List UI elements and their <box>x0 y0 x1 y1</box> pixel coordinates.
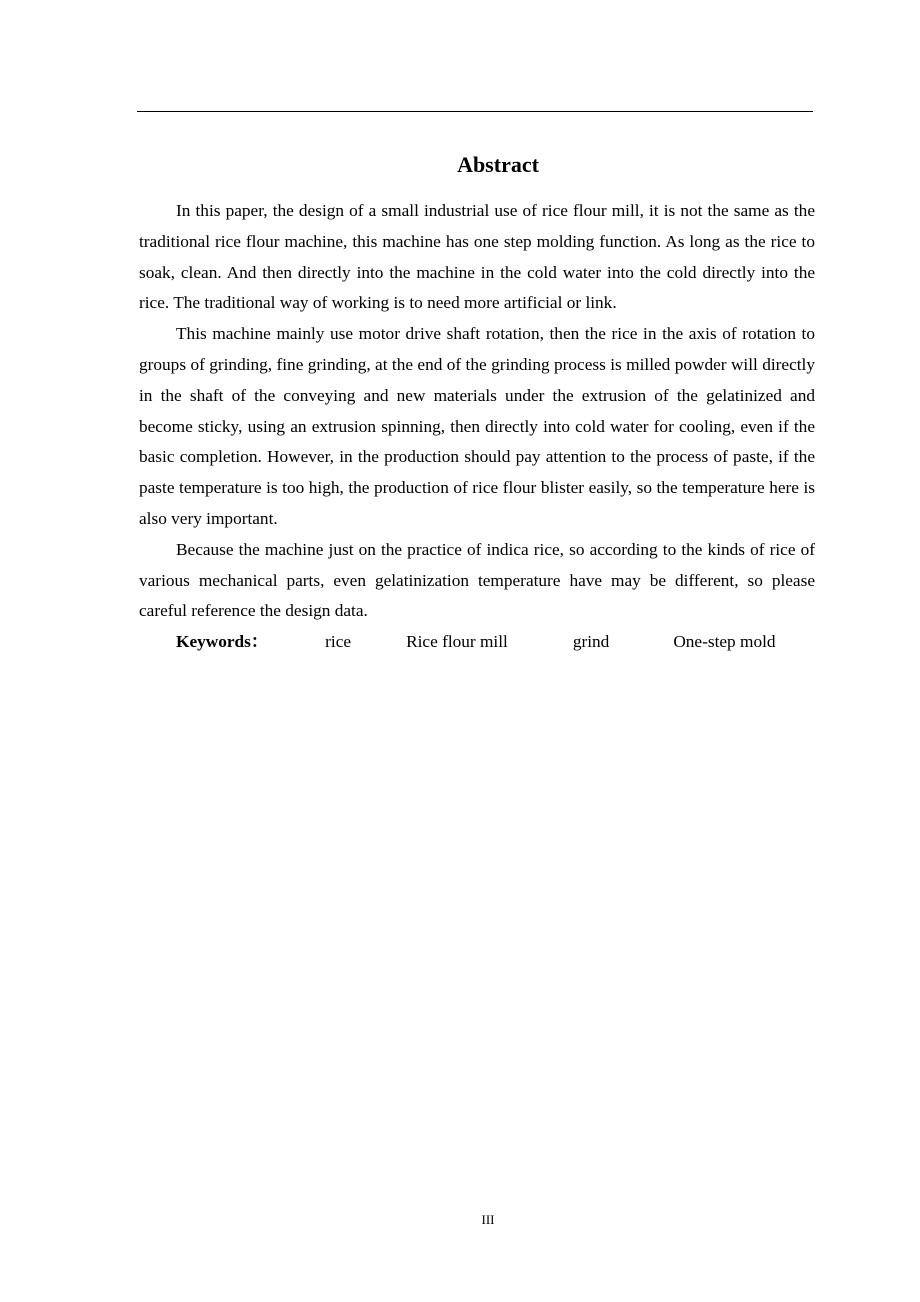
keywords-label: Keywords： <box>176 632 269 652</box>
keyword-item: grind <box>572 632 610 652</box>
page-number: III <box>481 1212 495 1227</box>
abstract-body <box>139 196 815 658</box>
keyword-item: rice <box>325 632 352 652</box>
header-rule <box>137 111 813 112</box>
keyword-item: Rice flour mill <box>406 632 508 652</box>
abstract-paragraph-3: Because the machine just on the practice of indica rice, so according to the kinds of rice of various mechanical parts, even gelatinization temperature have may be different, so please careful reference the design data. <box>139 539 815 621</box>
abstract-title: Abstract <box>457 152 539 177</box>
abstract-paragraph-2: This machine mainly use motor drive shaft rotation, then the rice in the axis of rotation to groups of grinding, fine grinding, at the end of the grinding process is milled powder will directly in the shaft of the conveying and new materials under the extrusion of the gelatinized and become sticky, using an extrusion spinning, then directly into cold water for cooling, even if the basic completion. However, in the production should pay attention to the process of paste, if the paste temperature is too high, the production of rice flour blister easily, so the temperature here is also very important. <box>139 324 815 528</box>
abstract-paragraph-1: In this paper, the design of a small industrial use of rice flour mill, it is not the same as the traditional rice flour machine, this machine has one step molding function. As long as the rice to soak, clean. And then directly into the machine in the cold water into the cold directly into the rice. The traditional way of working is to need more artificial or link. <box>139 201 815 313</box>
keywords-line <box>139 627 815 658</box>
keyword-item: One-step mold <box>673 632 776 652</box>
